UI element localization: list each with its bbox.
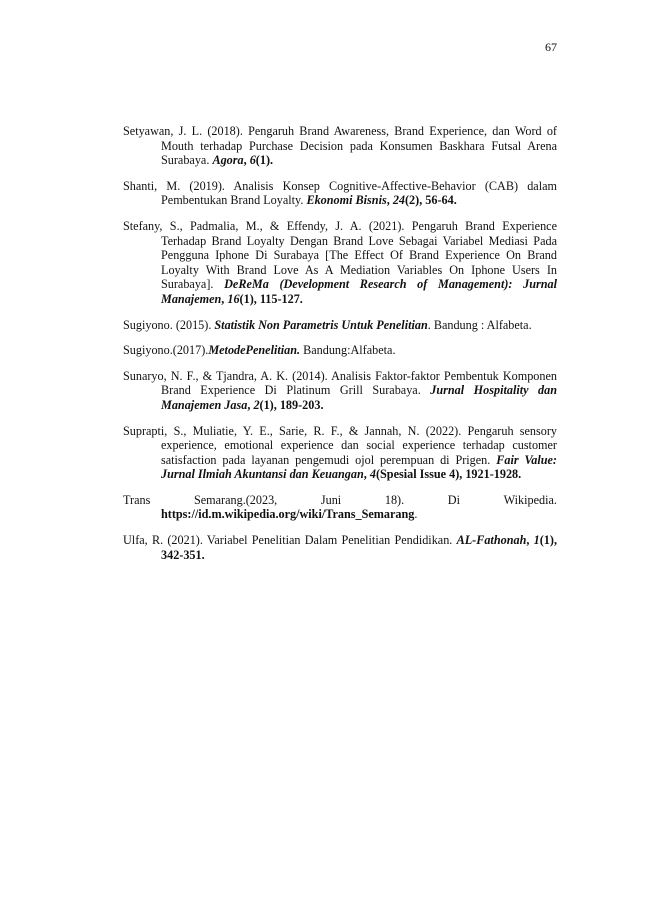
reference-source: MetodePenelitian. bbox=[208, 343, 301, 358]
reference-separator: , bbox=[386, 193, 393, 208]
reference-word: Semarang.(2023, bbox=[193, 492, 278, 507]
reference-source: Jurnal Hospitality dan Manajemen Jasa bbox=[161, 383, 557, 412]
reference-url-link[interactable]: https://id.m.wikipedia.org/wiki/Trans_Semarang bbox=[161, 507, 415, 522]
reference-entry bbox=[123, 124, 557, 168]
reference-text: Shanti, M. (2019). Analisis Konsep Cognitive-Affective-Behavior (CAB) dalam Pembentukan Brand Loyalty. bbox=[123, 178, 557, 208]
reference-entry bbox=[123, 318, 557, 333]
reference-issue: (Spesial Issue 4), 1921-1928. bbox=[375, 467, 522, 482]
reference-issue: (1), 189-203. bbox=[259, 397, 324, 412]
reference-volume: 24 bbox=[392, 193, 405, 208]
reference-source: DeReMa (Development Research of Management): Jurnal Manajemen bbox=[161, 277, 557, 306]
reference-word: 18). bbox=[384, 492, 405, 507]
reference-tail: . bbox=[414, 507, 418, 522]
reference-separator: , bbox=[221, 291, 228, 306]
reference-entry bbox=[123, 219, 557, 307]
reference-issue: (1), 342-351. bbox=[161, 533, 557, 562]
reference-separator: , bbox=[363, 467, 370, 482]
reference-volume: 1 bbox=[533, 533, 540, 548]
reference-issue: (1), 115-127. bbox=[239, 291, 303, 306]
reference-text: Setyawan, J. L. (2018). Pengaruh Brand Awareness, Brand Experience, dan Word of Mouth terhadap Purchase Decision pada Konsumen Baskhara Futsal Arena Surabaya. bbox=[123, 124, 557, 168]
reference-source: Ekonomi Bisnis bbox=[306, 193, 387, 208]
reference-entry bbox=[123, 179, 557, 208]
reference-word: Trans bbox=[123, 492, 151, 507]
reference-volume: 4 bbox=[369, 467, 376, 482]
reference-word: Wikipedia. bbox=[503, 492, 557, 507]
reference-separator: , bbox=[247, 397, 254, 412]
reference-word: Di bbox=[447, 492, 460, 507]
reference-text: Stefany, S., Padmalia, M., & Effendy, J. A. (2021). Pengaruh Brand Experience Terhadap Brand Loyalty Dengan Brand Love Sebagai Variabel Mediasi Pada Pengguna Iphone Di Surabaya [The Effect Of Brand Experience On Brand Loyalty With Brand Love As A Mediation Variables On Iphone Users In Surabaya]. bbox=[123, 218, 557, 292]
reference-first-line bbox=[123, 493, 557, 508]
reference-separator: , bbox=[526, 533, 534, 548]
reference-volume: 6 bbox=[249, 153, 256, 168]
reference-entry bbox=[123, 369, 557, 413]
reference-volume: 2 bbox=[253, 397, 260, 412]
reference-issue: (1). bbox=[255, 153, 274, 168]
reference-entry bbox=[123, 493, 557, 522]
reference-volume: 16 bbox=[227, 291, 240, 306]
reference-separator: , bbox=[243, 153, 250, 168]
page-number: 67 bbox=[545, 40, 557, 54]
reference-text: Sugiyono.(2017). bbox=[123, 343, 209, 358]
reference-text: Suprapti, S., Muliatie, Y. E., Sarie, R. F., & Jannah, N. (2022). Pengaruh sensory experience, emotional experience dan social experience terhadap customer satisfaction pada layanan pengemudi ojol perempuan di Prigen. bbox=[123, 423, 557, 467]
reference-word: Juni bbox=[320, 492, 342, 507]
reference-source: AL-Fathonah bbox=[456, 533, 527, 548]
reference-entry bbox=[123, 343, 557, 358]
reference-issue: (2), 56-64. bbox=[405, 193, 457, 208]
reference-tail: . Bandung : Alfabeta. bbox=[427, 317, 532, 332]
reference-list bbox=[123, 124, 557, 562]
reference-entry bbox=[123, 533, 557, 562]
reference-entry bbox=[123, 424, 557, 482]
reference-tail: Bandung:Alfabeta. bbox=[300, 343, 396, 358]
reference-text: Sugiyono. (2015). bbox=[123, 317, 215, 332]
reference-source: Agora bbox=[212, 153, 244, 168]
reference-text: Ulfa, R. (2021). Variabel Penelitian Dalam Penelitian Pendidikan. bbox=[123, 533, 457, 548]
reference-source: Statistik Non Parametris Untuk Penelitian bbox=[214, 317, 428, 332]
reference-text: Sunaryo, N. F., & Tjandra, A. K. (2014). Analisis Faktor-faktor Pembentuk Komponen Brand Experience Di Platinum Grill Surabaya. bbox=[123, 368, 557, 398]
reference-source: Fair Value: Jurnal Ilmiah Akuntansi dan Keuangan bbox=[161, 452, 557, 482]
